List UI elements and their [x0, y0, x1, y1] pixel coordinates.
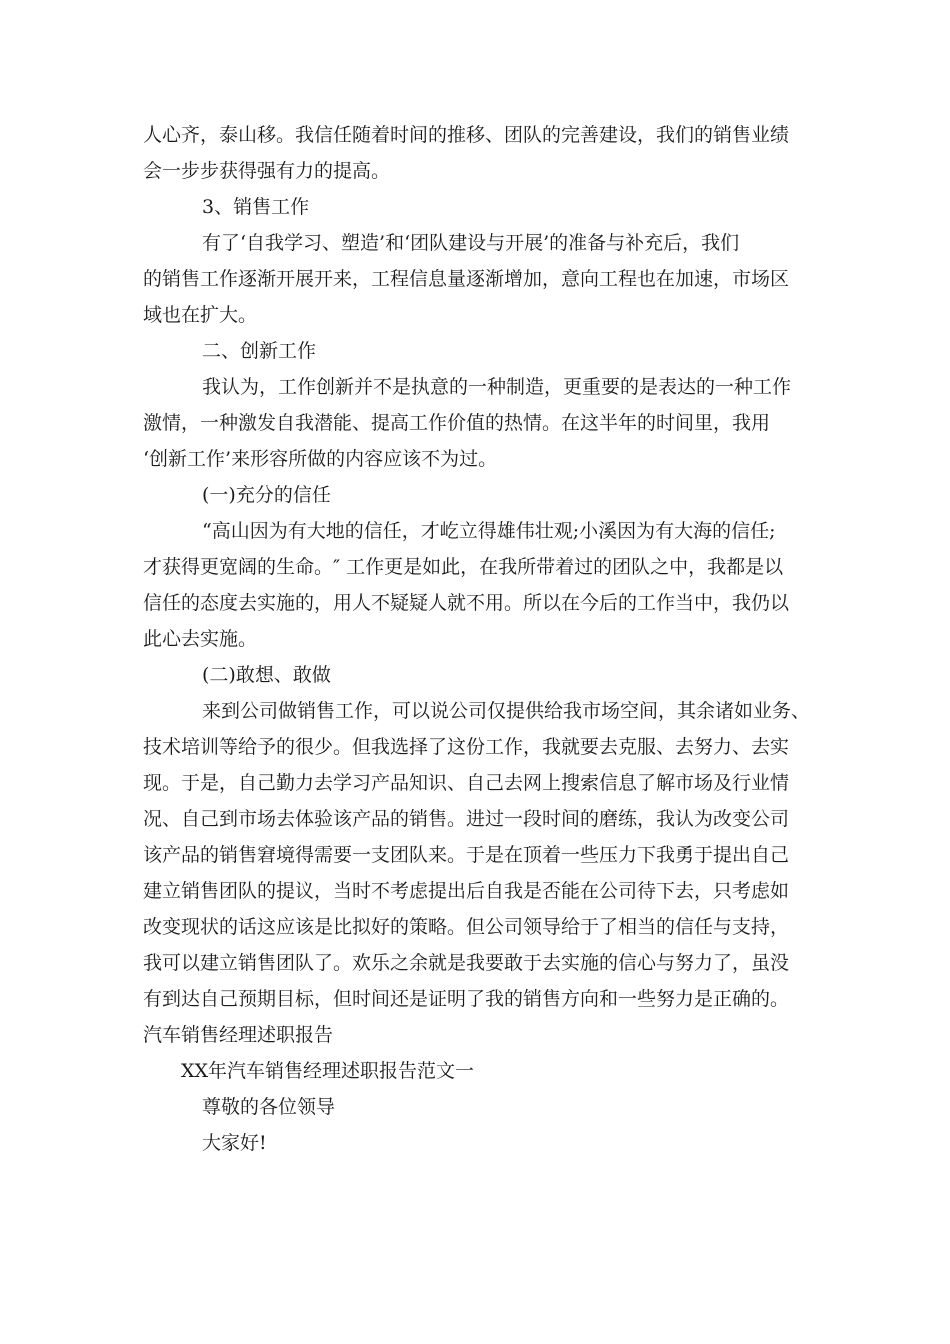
paragraph-line: 现。于是，自己勤力去学习产品知识、自己去网上搜索信息了解市场及行业情 [143, 772, 790, 794]
paragraph-line: 况、自己到市场去体验该产品的销售。进过一段时间的磨练，我认为改变公司 [143, 808, 790, 830]
section-heading: (一)充分的信任 [202, 484, 331, 506]
paragraph-line: 激情，一种激发自我潜能、提高工作价值的热情。在这半年的时间里，我用 [143, 412, 771, 434]
paragraph-line: 我可以建立销售团队了。欢乐之余就是我要敢于去实施的信心与努力了，虽没 [143, 952, 790, 974]
paragraph-line: 人心齐，泰山移。我信任随着时间的推移、团队的完善建设，我们的销售业绩 [143, 124, 790, 146]
paragraph-line: 我认为，工作创新并不是执意的一种制造，更重要的是表达的一种工作 [202, 376, 792, 398]
document-subtitle: XX年汽车销售经理述职报告范文一 [181, 1060, 475, 1082]
paragraph-line: 建立销售团队的提议，当时不考虑提出后自我是否能在公司待下去，只考虑如 [143, 880, 790, 902]
greeting: 大家好! [202, 1132, 267, 1154]
paragraph-line: 域也在扩大。 [143, 304, 258, 326]
paragraph-line: “高山因为有大地的信任，才屹立得雄伟壮观;小溪因为有大海的信任; [202, 520, 776, 542]
salutation: 尊敬的各位领导 [202, 1096, 336, 1118]
document-title: 汽车销售经理述职报告 [143, 1024, 334, 1046]
paragraph-line: 信任的态度去实施的，用人不疑疑人就不用。所以在今后的工作当中，我仍以 [143, 592, 790, 614]
paragraph-line: 该产品的销售窘境得需要一支团队来。于是在顶着一些压力下我勇于提出自己 [143, 844, 790, 866]
paragraph-line: 才获得更宽阔的生命。″ 工作更是如此，在我所带着过的团队之中，我都是以 [143, 556, 784, 578]
paragraph-line: 有了‘自我学习、塑造’和‘团队建设与开展’的准备与补充后，我们 [202, 232, 740, 254]
paragraph-line: ‘创新工作’来形容所做的内容应该不为过。 [143, 448, 498, 470]
section-heading: 二、创新工作 [202, 340, 317, 362]
paragraph-line: 的销售工作逐渐开展开来，工程信息量逐渐增加，意向工程也在加速，市场区 [143, 268, 790, 290]
section-heading: (二)敢想、敢做 [202, 664, 331, 686]
section-heading: 3、销售工作 [202, 196, 310, 218]
document-body [143, 117, 813, 1161]
paragraph-line: 会一步步获得强有力的提高。 [143, 160, 391, 182]
paragraph-line: 改变现状的话这应该是比拟好的策略。但公司领导给于了相当的信任与支持， [143, 916, 790, 938]
paragraph-line: 来到公司做销售工作，可以说公司仅提供给我市场空间，其余诸如业务、 [202, 700, 811, 722]
paragraph-line: 此心去实施。 [143, 628, 258, 650]
paragraph-line: 有到达自己预期目标，但时间还是证明了我的销售方向和一些努力是正确的。 [143, 988, 790, 1010]
paragraph-line: 技术培训等给予的很少。但我选择了这份工作，我就要去克服、去努力、去实 [143, 736, 790, 758]
